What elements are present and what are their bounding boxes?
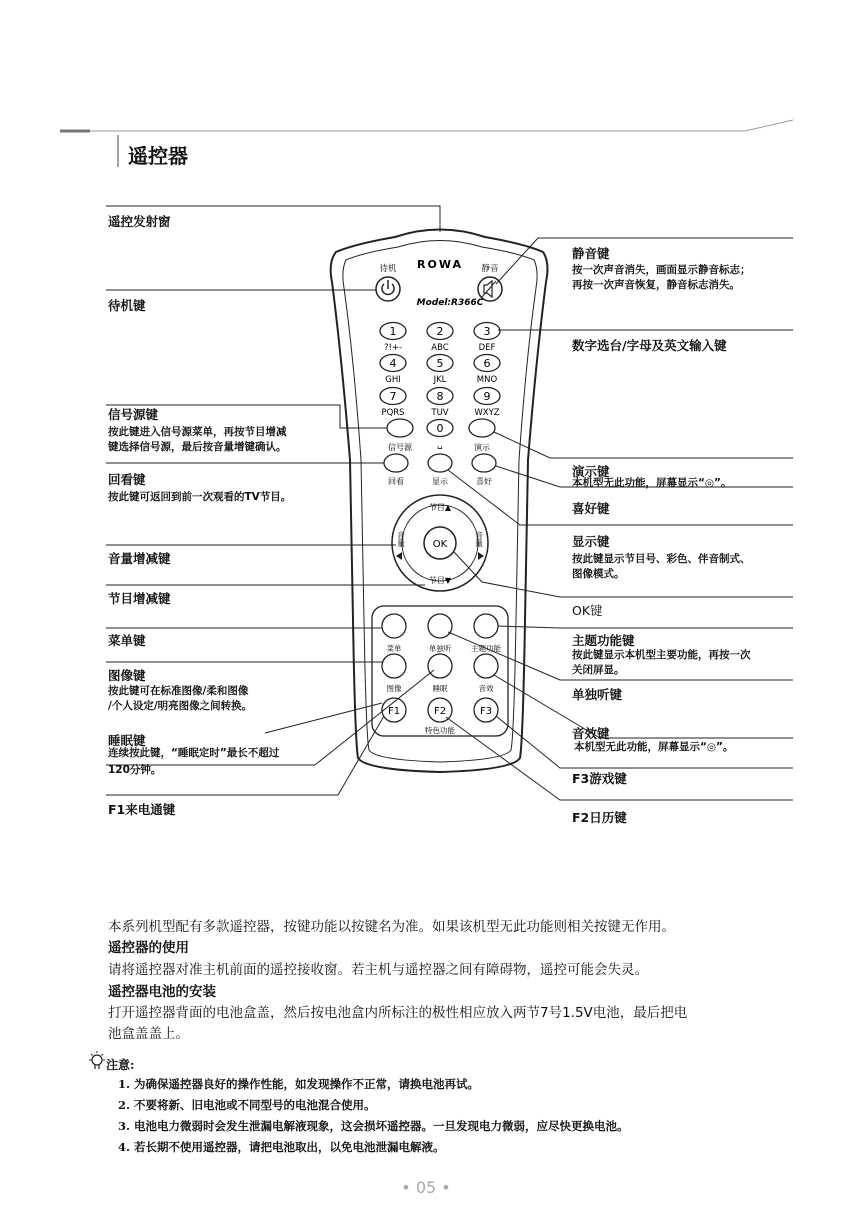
usage-title: 遥控器的使用 [108, 940, 189, 956]
digit-keys [380, 323, 500, 451]
digit-label-7: 7 [389, 390, 397, 403]
favorite-key [472, 454, 496, 472]
svg-text:节目▲: 节目▲ [428, 503, 452, 512]
desc-sound: 本机型无此功能，屏幕显示“◎”。 [574, 741, 734, 753]
label-sound: 音效键 [572, 726, 610, 741]
svg-text:F2: F2 [433, 706, 447, 717]
desc-theme-1: 按此键显示本机型主要功能，再按一次 [572, 649, 751, 661]
label-solo: 单独听键 [572, 687, 623, 702]
note-item-1: 1. 为确保遥控器良好的操作性能，如发现操作不正常，请换电池再试。 [118, 1077, 480, 1091]
digit-label-5: 5 [436, 357, 444, 370]
desc-demo: 本机型无此功能，屏幕显示“◎”。 [572, 477, 732, 489]
svg-text:回看: 回看 [388, 477, 404, 486]
note-item-4: 4. 若长期不使用遥控器，请把电池取出，以免电池泄漏电解液。 [118, 1140, 445, 1154]
svg-text:F3: F3 [479, 706, 493, 717]
svg-text:F1: F1 [387, 706, 401, 717]
label-f3: F3游戏键 [572, 771, 627, 786]
label-sleep: 睡眠键 [108, 733, 146, 748]
svg-text:睡眠: 睡眠 [432, 684, 448, 693]
digit-letters-8: TUV [431, 408, 449, 418]
mute-key [478, 277, 502, 301]
notes-title: 注意: [106, 1058, 135, 1072]
digit-letters-5: JKL [433, 375, 447, 385]
battery-text-1: 打开遥控器背面的电池盒盖，然后按电池盒内所标注的极性相应放入两节7号1.5V电池，最后把电 [108, 1005, 688, 1021]
desc-source-1: 按此键进入信号源菜单，再按节目增减 [108, 426, 287, 438]
digit-label-4: 4 [389, 357, 397, 370]
solo-key [428, 614, 452, 638]
digit-label-9: 9 [483, 390, 491, 403]
theme-key [474, 614, 498, 638]
label-favorite: 喜好键 [572, 501, 610, 516]
battery-title: 遥控器电池的安装 [108, 984, 216, 1000]
svg-text:单独听: 单独听 [428, 644, 452, 653]
note-item-3: 3. 电池电力微弱时会发生泄漏电解液现象，这会损坏遥控器。一旦发现电力微弱，应尽快更换电池。 [118, 1119, 629, 1133]
lightbulb-icon [86, 1050, 108, 1072]
label-picture: 图像键 [108, 668, 146, 683]
usage-text: 请将遥控器对准主机前面的遥控接收窗。若主机与遥控器之间有障碍物，遥控可能会失灵。 [108, 962, 648, 978]
digit-letters-0: ␣ [437, 440, 443, 450]
desc-recall: 按此键可返回到前一次观看的TV节目。 [108, 491, 292, 503]
svg-text:待机: 待机 [379, 264, 397, 274]
svg-text:音效: 音效 [478, 684, 494, 693]
svg-text:喜好: 喜好 [476, 477, 492, 486]
svg-text:音量: 音量 [474, 531, 484, 547]
label-display: 显示键 [572, 534, 610, 549]
label-ok: OK键 [572, 603, 603, 618]
desc-sleep-2: 120分钟。 [108, 764, 162, 776]
note-item-2: 2. 不要将新、旧电池或不同型号的电池混合使用。 [118, 1098, 376, 1112]
label-volume: 音量增减键 [108, 551, 171, 566]
desc-mute-2: 再按一次声音恢复，静音标志消失。 [572, 279, 740, 291]
digit-label-6: 6 [483, 357, 491, 370]
svg-text:音量: 音量 [396, 531, 406, 547]
digit-letters-4: GHI [385, 375, 401, 385]
digit-letters-1: ?!+- [383, 343, 403, 353]
desc-mute-1: 按一次声音消失，画面显示静音标志； [572, 264, 751, 276]
battery-text-2: 池盒盖盖上。 [108, 1026, 189, 1042]
digit-letters-3: DEF [478, 343, 496, 353]
digit-label-3: 3 [483, 325, 491, 338]
label-recall: 回看键 [108, 472, 146, 487]
digit-label-0: 0 [436, 422, 444, 435]
label-standby: 待机键 [108, 298, 146, 313]
svg-text:OK: OK [432, 539, 448, 550]
svg-text:节目▼: 节目▼ [428, 576, 452, 585]
desc-picture-1: 按此键可在标准图像/柔和图像 [108, 685, 249, 697]
sound-key [474, 654, 498, 678]
digit-label-8: 8 [436, 390, 444, 403]
svg-text:主题功能: 主题功能 [471, 644, 501, 653]
desc-display-1: 按此键显示节目号、彩色、伴音制式、 [572, 553, 751, 565]
label-menu: 菜单键 [108, 633, 146, 648]
desc-sleep-1: 连续按此键，“睡眠定时”最长不超过 [108, 747, 280, 759]
digit-label-2: 2 [436, 325, 444, 338]
digit-label-1: 1 [389, 325, 397, 338]
mute-icon [484, 281, 492, 297]
digit-letters-6: MNO [476, 375, 498, 385]
label-theme: 主题功能键 [572, 633, 635, 648]
svg-text:菜单: 菜单 [386, 644, 402, 653]
svg-text:信号源: 信号源 [388, 443, 412, 452]
svg-text:显示: 显示 [432, 477, 448, 486]
demo-key [469, 419, 495, 437]
label-f2: F2日历键 [572, 810, 627, 825]
svg-text:图像: 图像 [386, 684, 402, 693]
recall-key [384, 454, 408, 472]
desc-display-2: 图像模式。 [572, 568, 625, 580]
model-text: Model:R366C [416, 298, 484, 308]
label-digits: 数字选台/字母及英文输入键 [572, 338, 727, 353]
label-program: 节目增减键 [108, 591, 171, 606]
label-f1: F1来电通键 [108, 802, 176, 817]
brand-logo: ROWA [417, 258, 463, 271]
label-mute: 静音键 [572, 246, 610, 261]
source-key [387, 419, 413, 437]
label-emitter: 遥控发射窗 [108, 214, 171, 229]
desc-theme-2: 关闭屏显。 [572, 664, 625, 676]
digit-letters-7: PQRS [381, 408, 405, 418]
digit-letters-9: WXYZ [474, 408, 500, 418]
desc-source-2: 键选择信号源，最后按音量增键确认。 [108, 441, 287, 453]
digit-letters-2: ABC [431, 343, 449, 353]
desc-picture-2: /个人设定/明亮图像之间转换。 [108, 700, 253, 712]
sleep-key [428, 654, 452, 678]
svg-text:演示: 演示 [474, 443, 490, 452]
label-source: 信号源键 [108, 407, 159, 422]
intro-text: 本系列机型配有多款遥控器，按键功能以按键名为准。如果该机型无此功能则相关按键无作用。 [108, 919, 675, 935]
menu-key [382, 614, 406, 638]
svg-text:特色功能: 特色功能 [425, 726, 455, 735]
picture-key [382, 654, 406, 678]
page-title: 遥控器 [128, 144, 188, 168]
page-number: • 05 • [401, 1178, 451, 1197]
label-demo: 演示键 [572, 464, 610, 479]
display-key [428, 454, 452, 472]
svg-text:静音: 静音 [481, 264, 499, 274]
